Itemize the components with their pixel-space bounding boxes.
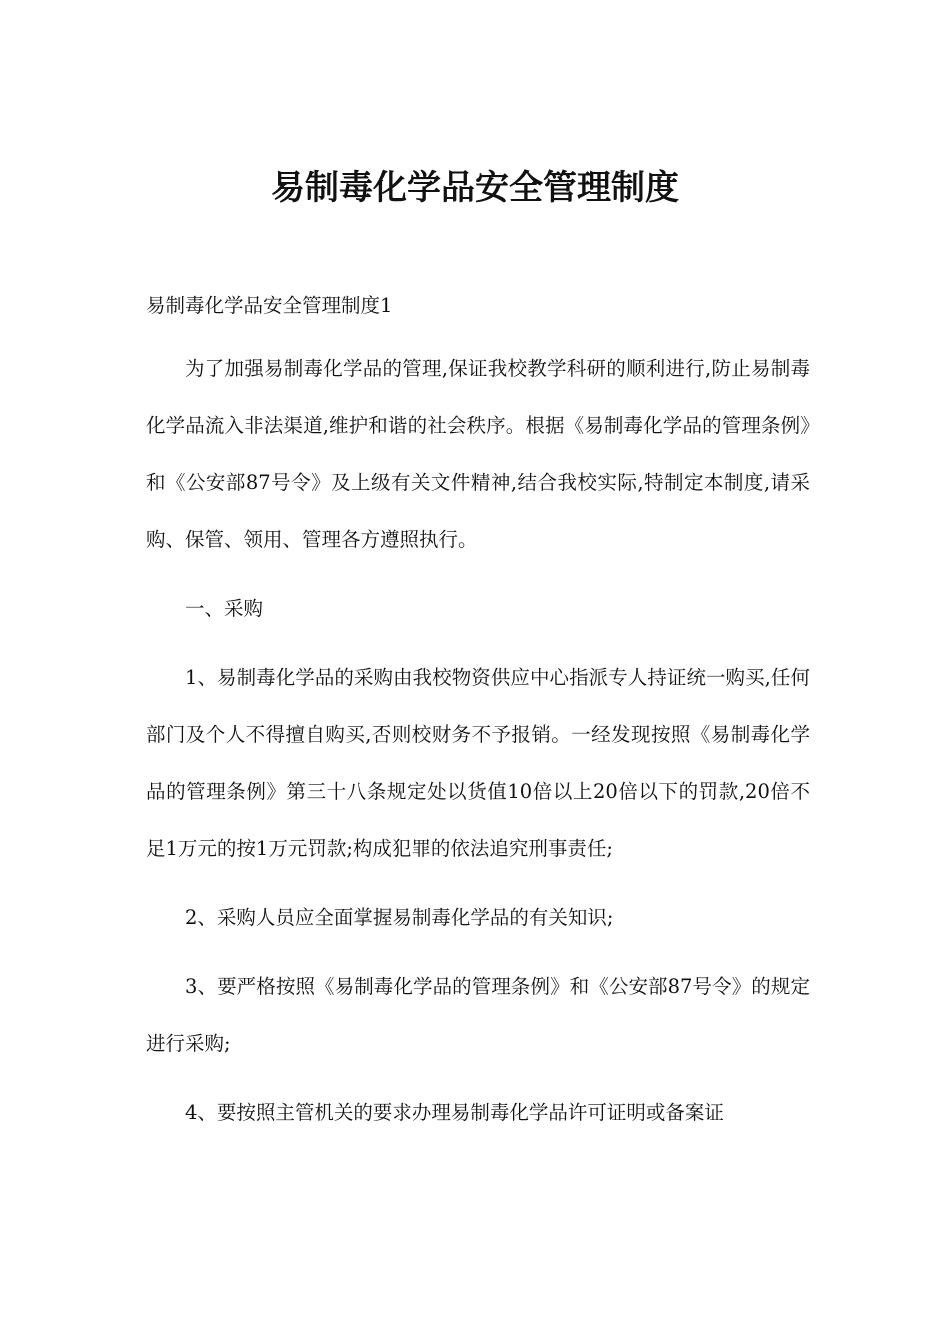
paragraph-intro: 为了加强易制毒化学品的管理,保证我校教学科研的顺利进行,防止易制毒化学品流入非法渠道,维护和谐的社会秩序。根据《易制毒化学品的管理条例》和《公安部87号令》及上级有关文件精神,结合我校实际,特制定本制度,请采购、保管、领用、管理各方遵照执行。 [146,357,810,551]
paragraph-item-2: 2、采购人员应全面掌握易制毒化学品的有关知识; [185,906,614,929]
document-body [146,283,810,1153]
paragraph-item-4: 4、要按照主管机关的要求办理易制毒化学品许可证明或备案证 [185,1101,724,1124]
paragraph-item-3: 3、要严格按照《易制毒化学品的管理条例》和《公安部87号令》的规定进行采购; [146,975,810,1055]
document-subtitle: 易制毒化学品安全管理制度1 [146,294,393,317]
section-heading-procurement: 一、采购 [185,597,264,620]
paragraph-item-1: 1、易制毒化学品的采购由我校物资供应中心指派专人持证统一购买,任何部门及个人不得擅自购买,否则校财务不予报销。一经发现按照《易制毒化学品的管理条例》第三十八条规定处以货值10倍以上20倍以下的罚款,20倍不足1万元的按1万元罚款;构成犯罪的依法追究刑事责任; [146,666,810,860]
document-title: 易制毒化学品安全管理制度 [271,168,679,208]
